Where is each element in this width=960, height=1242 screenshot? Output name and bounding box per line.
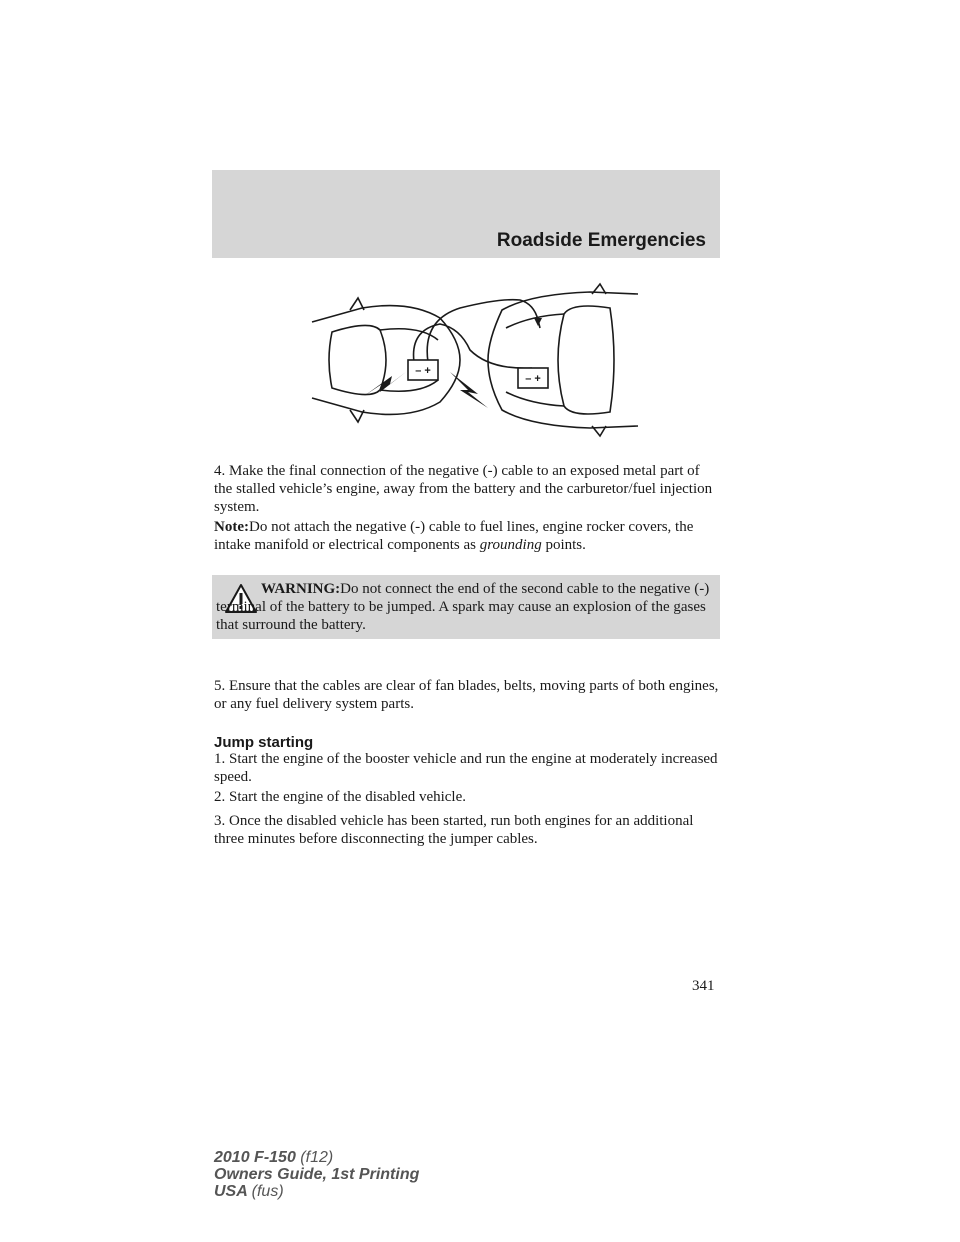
ground-clamp: [534, 318, 542, 326]
note-paragraph: [214, 518, 720, 554]
step-5-paragraph: [214, 677, 720, 713]
right-vehicle-hood-line: [506, 314, 564, 328]
warning-text-block: [216, 580, 712, 634]
note-label: Note:: [214, 519, 249, 535]
right-battery-terminals: – +: [525, 373, 541, 385]
footer-region-code: (fus): [251, 1183, 284, 1200]
right-vehicle-hood-line-lower: [506, 392, 564, 406]
note-text: Do not attach the negative (-) cable to fuel lines, engine rocker covers, the intake manifold or electrical components as: [214, 519, 694, 553]
jump-step-2: [214, 788, 720, 806]
right-vehicle-windshield: [558, 306, 614, 414]
jump-step-1: [214, 750, 720, 786]
spark-bolt-right: [450, 372, 488, 408]
step-5-text: 5. Ensure that the cables are clear of fan blades, belts, moving parts of both engines, or any fuel delivery system parts.: [214, 678, 719, 712]
step-4-text: 4. Make the final connection of the negative (-) cable to an exposed metal part of the stalled vehicle’s engine, away from the battery and the carburetor/fuel injection system.: [214, 463, 713, 515]
left-vehicle-windshield: [329, 325, 386, 394]
footer-model: 2010 F-150: [214, 1149, 296, 1166]
step-4-paragraph: [214, 462, 720, 516]
warning-box: [212, 575, 720, 639]
warning-text: Do not connect the end of the second cable to the negative (-) terminal of the battery to be jumped. A spark may cause an explosion of the gases that surround the battery.: [216, 581, 710, 633]
section-title: Roadside Emergencies: [496, 230, 706, 251]
note-italic: grounding: [479, 537, 542, 553]
warning-label: WARNING:: [261, 581, 341, 597]
right-vehicle-body: [488, 292, 638, 428]
note-end: points.: [541, 537, 586, 553]
jump-step-1-text: 1. Start the engine of the booster vehicle and run the engine at moderately increased speed.: [214, 751, 718, 785]
jump-starting-heading: Jump starting: [214, 734, 314, 751]
footer-model-code: (f12): [300, 1149, 334, 1166]
jump-step-2-text: 2. Start the engine of the disabled vehicle.: [214, 789, 467, 805]
jump-step-3-text: 3. Once the disabled vehicle has been started, run both engines for an additional three minutes before disconnecting the jumper cables.: [214, 813, 694, 847]
jump-start-illustration: [310, 280, 640, 440]
jumper-cable-positive: [427, 300, 538, 362]
footer-region: USA: [214, 1183, 248, 1200]
footer: [214, 1149, 419, 1200]
section-header: [212, 170, 720, 258]
jump-step-3: [214, 812, 720, 848]
left-battery-terminals: – +: [415, 365, 431, 377]
page-number: 341: [692, 978, 715, 994]
footer-guide: Owners Guide, 1st Printing: [214, 1166, 420, 1183]
